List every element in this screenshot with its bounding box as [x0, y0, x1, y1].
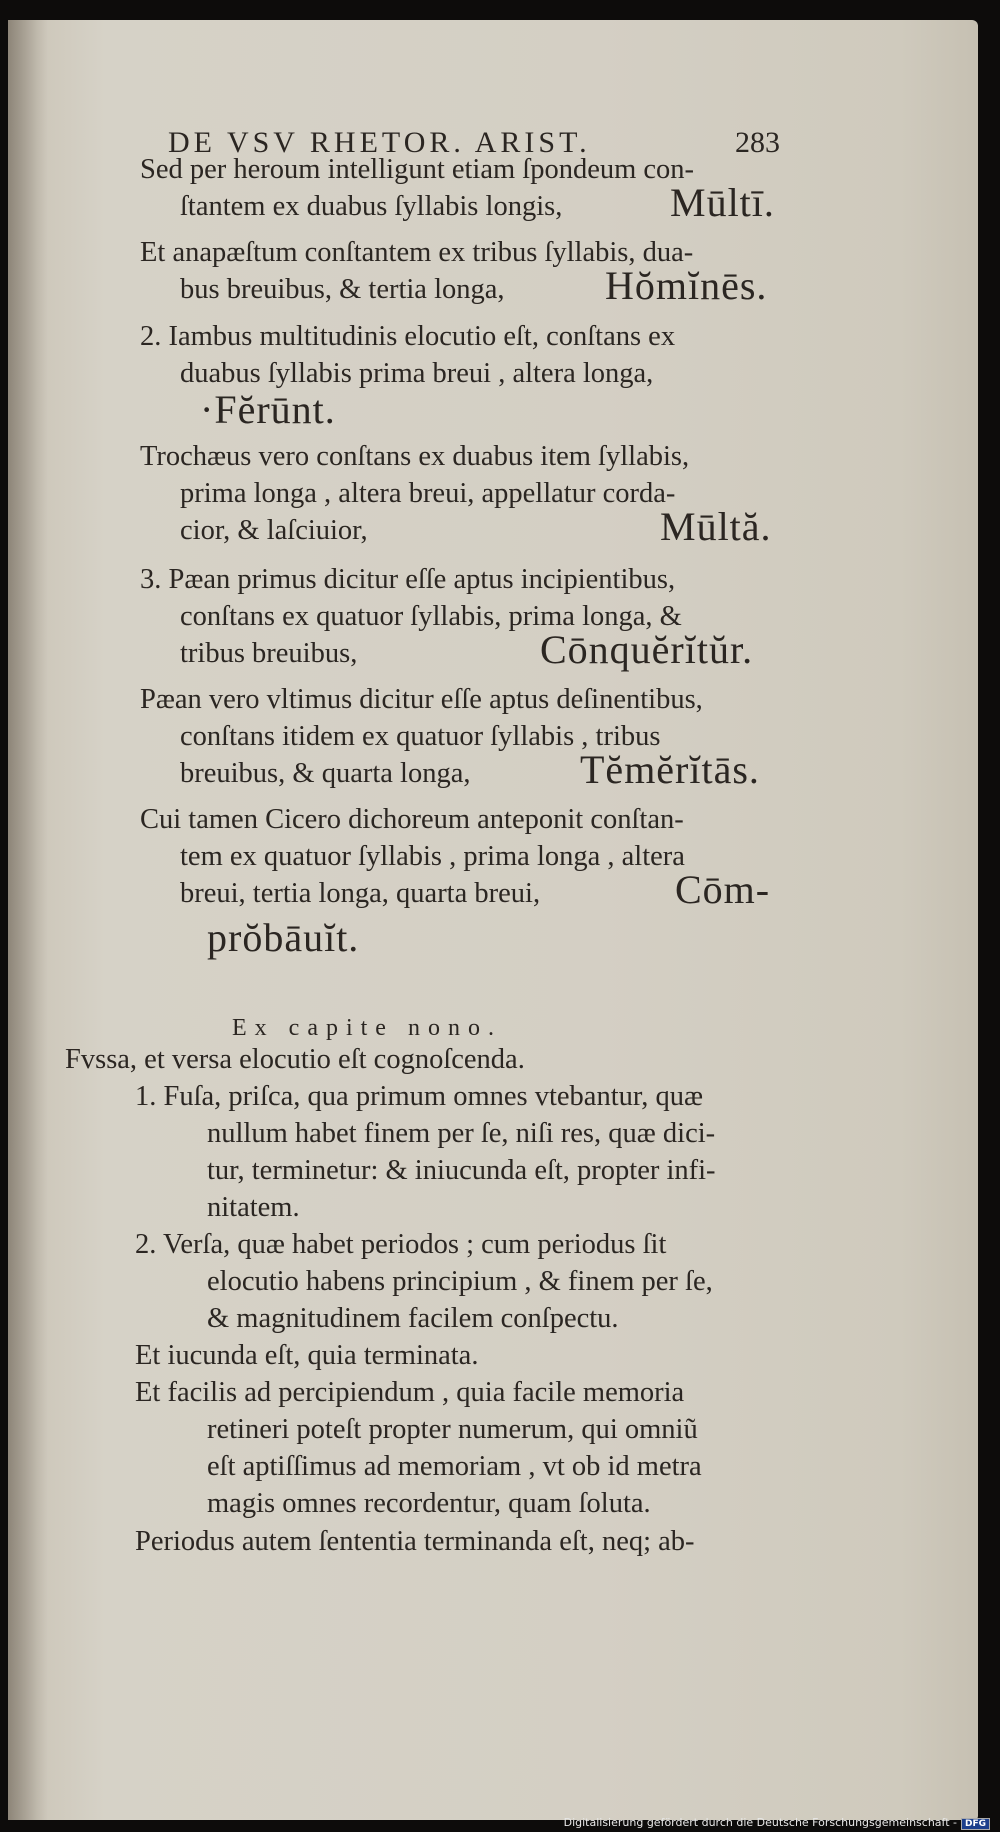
text-line: Fvssa, et versa elocutio eſt cognoſcenda.: [65, 1044, 525, 1075]
text-line: duabus ſyllabis prima breui , altera longa,: [180, 358, 654, 389]
text-line: breui, tertia longa, quarta breui,: [180, 878, 541, 909]
text-line: Et anapæſtum conſtantem ex tribus ſyllabis, dua-: [140, 237, 694, 268]
text-line: bus breuibus, & tertia longa,: [180, 274, 505, 305]
text-line: 2. Verſa, quæ habet periodos ; cum periodus ſit: [135, 1229, 667, 1260]
text-line: Trochæus vero conſtans ex duabus item ſyllabis,: [140, 441, 690, 472]
text-line: retineri poteſt propter numerum, qui omniũ: [207, 1414, 698, 1445]
text-line: Periodus autem ſententia terminanda eſt, neq; ab-: [135, 1526, 695, 1557]
text-line: eſt aptiſſimus ad memoriam , vt ob id metra: [207, 1451, 702, 1482]
page-gutter-shadow: [8, 20, 48, 1820]
dfg-logo-badge: DFG: [961, 1818, 990, 1830]
text-line: Cui tamen Cicero dichoreum anteponit conſtan-: [140, 804, 684, 835]
text-line: nullum habet finem per ſe, niſi res, quæ dici-: [207, 1118, 716, 1149]
digitization-credit: [564, 1816, 990, 1830]
example-word: prŏbāuĭt.: [207, 915, 360, 960]
text-line: cior, & laſciuior,: [180, 515, 368, 546]
text-line: Sed per heroum intelligunt etiam ſpondeum con-: [140, 154, 695, 185]
text-line: magis omnes recordentur, quam ſoluta.: [207, 1488, 651, 1519]
example-word: Mūltă.: [660, 504, 772, 549]
example-word: Cōm-: [675, 867, 771, 912]
example-word: Cōnquĕrĭtŭr.: [540, 627, 754, 672]
text-line: Pæan vero vltimus dicitur eſſe aptus deſinentibus,: [140, 684, 703, 715]
text-line: ſtantem ex duabus ſyllabis longis,: [180, 191, 563, 222]
example-word: Mūltī.: [670, 180, 775, 225]
running-header: DE VSV RHETOR. ARIST.: [168, 126, 591, 159]
page-number: 283: [735, 126, 780, 159]
section-heading: Ex capite nono.: [232, 1015, 502, 1041]
credit-text: Digitalisierung gefördert durch die Deutsche Forschungsgemeinschaft -: [563, 1816, 957, 1829]
text-line: breuibus, & quarta longa,: [180, 758, 471, 789]
text-line: 2. Iambus multitudinis elocutio eſt, conſtans ex: [140, 321, 676, 352]
text-line: 3. Pæan primus dicitur eſſe aptus incipientibus,: [140, 564, 676, 595]
text-line: 1. Fuſa, priſca, qua primum omnes vtebantur, quæ: [135, 1081, 703, 1112]
text-line: conſtans itidem ex quatuor ſyllabis , tribus: [180, 721, 661, 752]
text-line: nitatem.: [207, 1192, 300, 1223]
text-line: elocutio habens principium , & finem per ſe,: [207, 1266, 713, 1297]
example-word: ·Fĕrūnt.: [200, 387, 336, 432]
text-line: conſtans ex quatuor ſyllabis, prima longa, &: [180, 601, 682, 632]
text-line: tur, terminetur: & iniucunda eſt, propter infi-: [207, 1155, 716, 1186]
example-word: Hŏmĭnēs.: [605, 263, 768, 308]
text-line: Et iucunda eſt, quia terminata.: [135, 1340, 479, 1371]
text-line: prima longa , altera breui, appellatur corda-: [180, 478, 676, 509]
text-line: & magnitudinem facilem conſpectu.: [207, 1303, 619, 1334]
text-line: tribus breuibus,: [180, 638, 358, 669]
text-line: Et facilis ad percipiendum , quia facile memoria: [135, 1377, 685, 1408]
example-word: Tĕmĕrĭtās.: [580, 747, 760, 792]
text-line: tem ex quatuor ſyllabis , prima longa , altera: [180, 841, 685, 872]
